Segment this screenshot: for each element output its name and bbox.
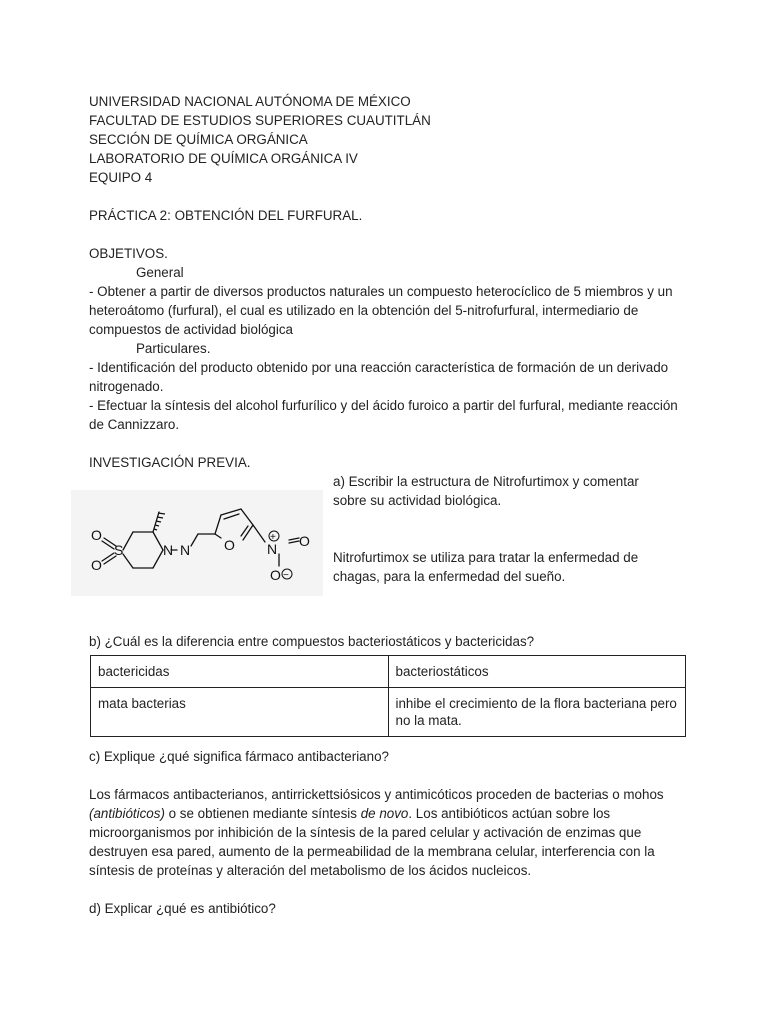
answer-c-italic-de-novo: de novo (360, 806, 409, 821)
molecule-label-n1: N (163, 542, 174, 558)
table-row (91, 688, 686, 737)
table-header-bactericidas: bactericidas (91, 656, 389, 688)
header-faculty: FACULTAD DE ESTUDIOS SUPERIORES CUAUTITLÁN (89, 113, 431, 128)
table-row (91, 656, 686, 688)
answer-c (89, 785, 689, 880)
nitrofurtimox-structure-image (71, 490, 323, 596)
question-d: d) Explicar ¿qué es antibiótico? (89, 901, 276, 916)
header-section: SECCIÓN DE QUÍMICA ORGÁNICA (89, 132, 308, 147)
table-cell-bactericidas: mata bacterias (91, 688, 389, 737)
header-team: EQUIPO 4 (89, 170, 153, 185)
header-university: UNIVERSIDAD NACIONAL AUTÓNOMA DE MÉXICO (89, 94, 411, 109)
answer-c-part2: o se obtienen mediante síntesis (164, 806, 361, 821)
nitrofurtimox-structure-svg (71, 490, 323, 596)
comparison-table (90, 655, 686, 737)
molecule-label-n2: N (180, 542, 191, 558)
molecule-label-minus: − (283, 570, 289, 581)
molecule-label-o-nitro1: O (299, 533, 310, 549)
investigation-question-a-text (333, 472, 663, 586)
objectives-particular-label: Particulares. (136, 341, 211, 356)
question-a: a) Escribir la estructura de Nitrofurtimox y comentar sobre su actividad biológica. (333, 474, 639, 508)
answer-c-part3: . Los antibióticos actúan sobre los microorganismos por inhibición de la síntesis de la pared celular y activación de enzimas que destruyen esa pared, aumento de la permeabilidad de la membrana celular, interferencia con la síntesis de proteínas y alteración del metabolismo de los ácidos nucleicos. (89, 806, 655, 878)
molecule-label-s: S (114, 542, 124, 558)
question-b: b) ¿Cuál es la diferencia entre compuestos bacteriostáticos y bactericidas? (89, 634, 535, 649)
answer-c-italic-antibioticos: (antibióticos) (89, 806, 165, 821)
table-cell-bacteriostaticos: inhibe el crecimiento de la flora bacteriana pero no la mata. (388, 688, 686, 737)
objectives-particular-item-2: - Efectuar la síntesis del alcohol furfurílico y del ácido furoico a partir del furfural, mediante reacción de Cannizzaro. (89, 398, 678, 432)
answer-a: Nitrofurtimox se utiliza para tratar la enfermedad de chagas, para la enfermedad del sueño. (333, 550, 639, 584)
investigation-heading: INVESTIGACIÓN PREVIA. (89, 455, 251, 470)
header-block (89, 92, 689, 187)
objectives-general-label: General (136, 265, 184, 280)
header-laboratory: LABORATORIO DE QUÍMICA ORGÁNICA IV (89, 151, 358, 166)
molecule-label-o2: O (91, 557, 102, 573)
objectives-particular-item-1: - Identificación del producto obtenido por una reacción característica de formación de un derivado nitrogenado. (89, 360, 669, 394)
document-page (89, 92, 689, 918)
objectives-general-text: - Obtener a partir de diversos productos naturales un compuesto heterocíclico de 5 miembros y un heteroátomo (furfural), el cual es utilizado en la obtención del 5-nitrofurfural, intermediario de compuestos de actividad biológica (89, 284, 673, 337)
objectives-heading: OBJETIVOS. (89, 246, 168, 261)
table-header-bacteriostaticos: bacteriostáticos (388, 656, 686, 688)
practice-title: PRÁCTICA 2: OBTENCIÓN DEL FURFURAL. (89, 208, 363, 223)
answer-c-part1: Los fármacos antibacterianos, antirrickettsiósicos y antimicóticos proceden de bacterias o mohos (89, 787, 664, 802)
question-c: c) Explique ¿qué significa fármaco antibacteriano? (89, 749, 389, 764)
molecule-label-plus: + (270, 532, 276, 543)
molecule-label-o1: O (91, 527, 102, 543)
molecule-label-n-nitro: N (267, 541, 278, 557)
molecule-label-o-nitro2: O (270, 567, 281, 583)
investigation-question-a-block (89, 472, 689, 622)
objectives-section (89, 244, 689, 434)
molecule-label-o-furan: O (224, 537, 235, 553)
